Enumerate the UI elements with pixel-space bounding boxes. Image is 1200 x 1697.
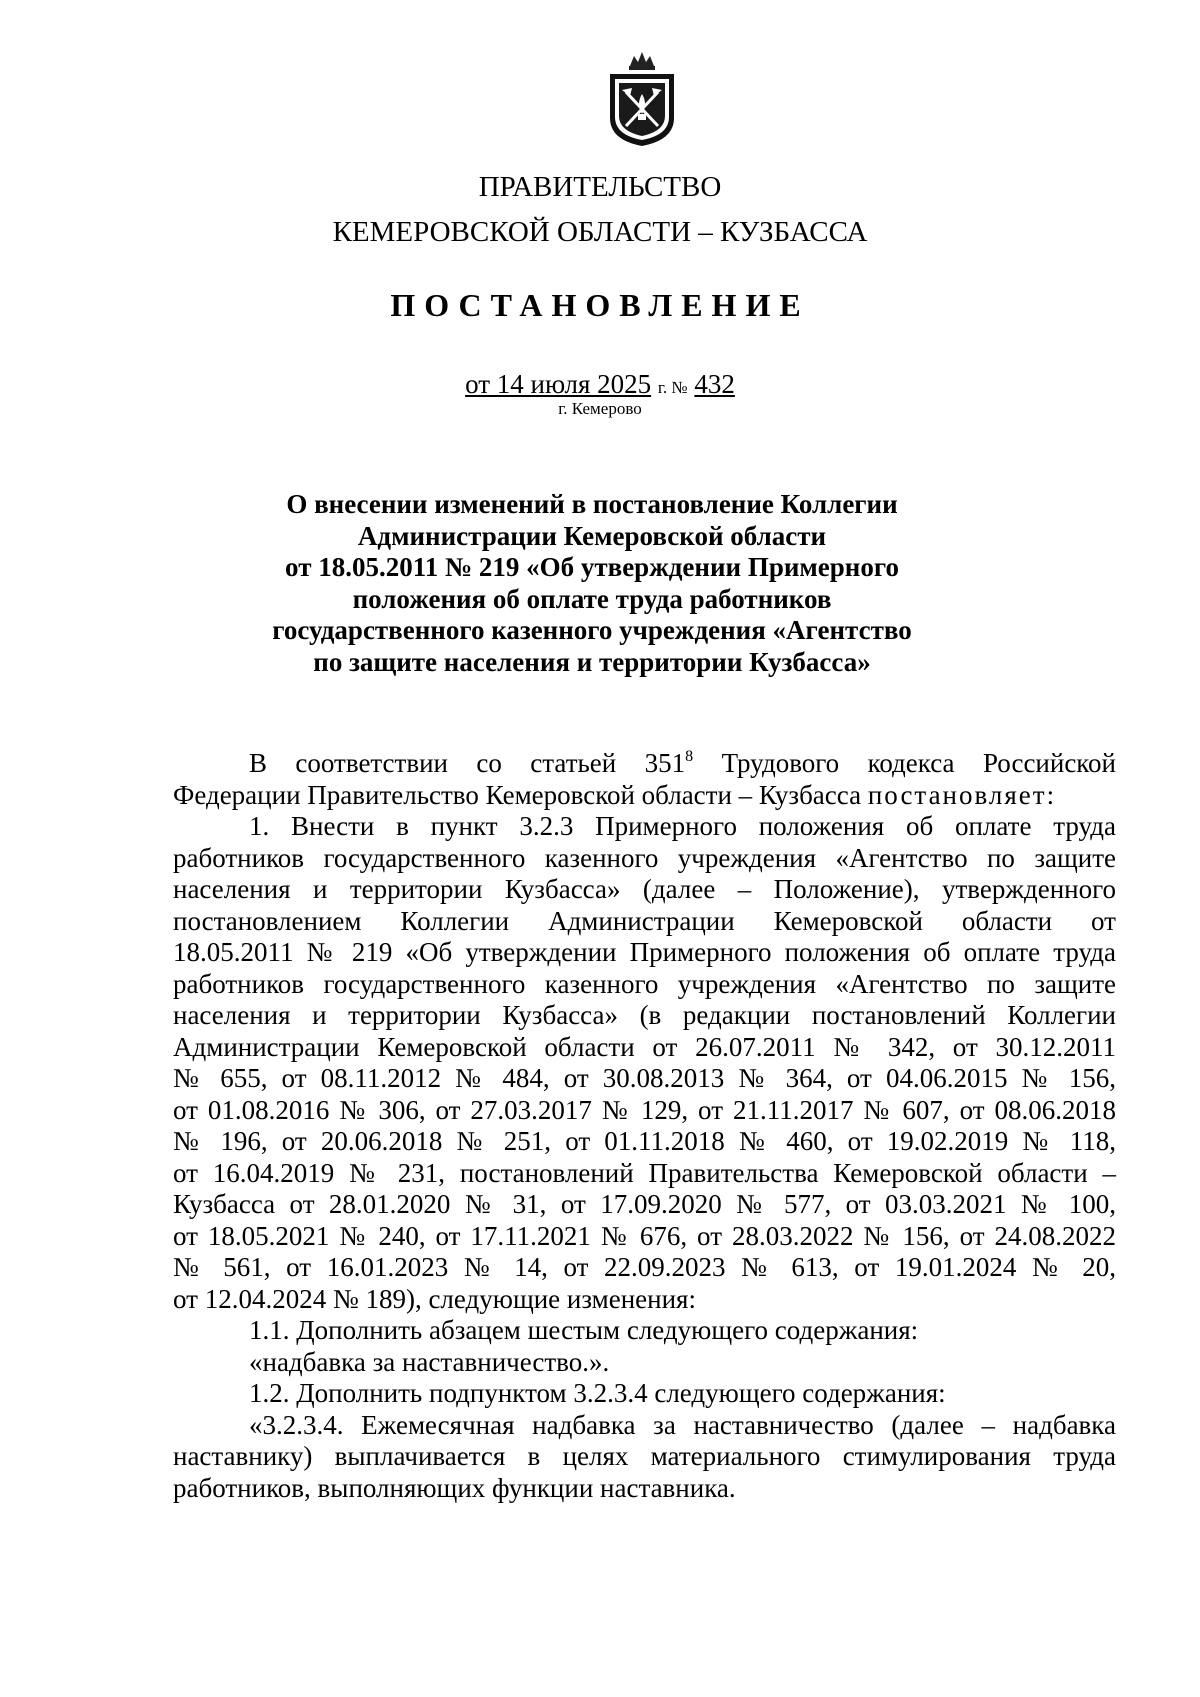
body-line: 1.2. Дополнить подпунктом 3.2.3.4 следующего содержания:	[249, 1378, 946, 1408]
body-line: 1. Внести в пункт 3.2.3 Примерного положения об оплате труда	[249, 811, 1116, 841]
title-line: государственного казенного учреждения «Агентство	[272, 615, 912, 645]
document-title	[150, 489, 1034, 678]
body-line: Кузбасса от 28.01.2020 № 31, от 17.09.2020 № 577, от 03.03.2021 № 100,	[173, 1189, 1116, 1219]
title-line: положения об оплате труда работников	[352, 583, 832, 614]
body-line: Администрации Кемеровской области от 26.07.2011 № 342, от 30.12.2011	[173, 1031, 1116, 1062]
body-line: от 16.04.2019 № 231, постановлений Правительства Кемеровской области –	[173, 1157, 1116, 1188]
organization-name-line1: ПРАВИТЕЛЬСТВО	[478, 171, 722, 203]
body-line: постановлением Коллегии Администрации Кемеровской области от	[173, 905, 1116, 936]
document-body	[173, 748, 1116, 1504]
body-line: № 561, от 16.01.2023 № 14, от 22.09.2023 № 613, от 19.01.2024 № 20,	[173, 1252, 1116, 1282]
document-city: г. Кемерово	[558, 399, 642, 418]
coat-of-arms-icon	[604, 48, 680, 148]
body-line: от 01.08.2016 № 306, от 27.03.2017 № 129, от 21.11.2017 № 607, от 08.06.2018	[173, 1094, 1116, 1125]
body-line: наставнику) выплачивается в целях материального стимулирования труда	[173, 1441, 1116, 1471]
body-line: «надбавка за наставничество.».	[249, 1346, 610, 1377]
body-line: № 196, от 20.06.2018 № 251, от 01.11.2018 № 460, от 19.02.2019 № 118,	[173, 1126, 1116, 1156]
body-line: населения и территории Кузбасса» (далее – Положение), утвержденного	[173, 874, 1116, 904]
number-prefix: г. №	[657, 378, 688, 397]
body-line: работников, выполняющих функции наставника.	[173, 1472, 736, 1503]
body-line: от 12.04.2024 № 189), следующие изменения:	[173, 1283, 696, 1314]
document-number: 432	[694, 369, 735, 399]
body-line: В соответствии со статьей $351^8$ Трудового кодекса Российской	[249, 748, 1117, 778]
body-line: «3.2.3.4. Ежемесячная надбавка за наставничество (далее – надбавка	[249, 1409, 1116, 1440]
document-type: ПОСТАНОВЛЕНИЕ	[390, 287, 810, 323]
title-line: от 18.05.2011 № 219 «Об утверждении Примерного	[285, 552, 899, 582]
document-date: от 14 июля 2025	[465, 369, 652, 399]
body-line: населения и территории Кузбасса» (в редакции постановлений Коллегии	[173, 1000, 1116, 1030]
organization-name-line2: КЕМЕРОВСКОЙ ОБЛАСТИ – КУЗБАССА	[332, 216, 868, 248]
body-line: от 18.05.2021 № 240, от 17.11.2021 № 676, от 28.03.2022 № 156, от 24.08.2022	[173, 1220, 1116, 1251]
title-line: Администрации Кемеровской области	[357, 520, 827, 551]
body-line: 18.05.2011 № 219 «Об утверждении Примерного положения об оплате труда	[173, 937, 1116, 967]
body-line: 1.1. Дополнить абзацем шестым следующего содержания:	[249, 1315, 919, 1345]
article-superscript: 8	[685, 748, 694, 765]
body-line: работников государственного казенного учреждения «Агентство по защите	[173, 968, 1116, 999]
title-line: О внесении изменений в постановление Коллегии	[286, 489, 898, 519]
body-line: работников государственного казенного учреждения «Агентство по защите	[173, 842, 1116, 873]
body-line: Федерации Правительство Кемеровской области – Кузбасса постановляет:	[173, 779, 1057, 810]
title-line: по защите населения и территории Кузбасса»	[313, 646, 871, 677]
resolves-word: постановляет:	[867, 779, 1057, 810]
body-line: № 655, от 08.11.2012 № 484, от 30.08.2013 № 364, от 04.06.2015 № 156,	[173, 1063, 1116, 1093]
